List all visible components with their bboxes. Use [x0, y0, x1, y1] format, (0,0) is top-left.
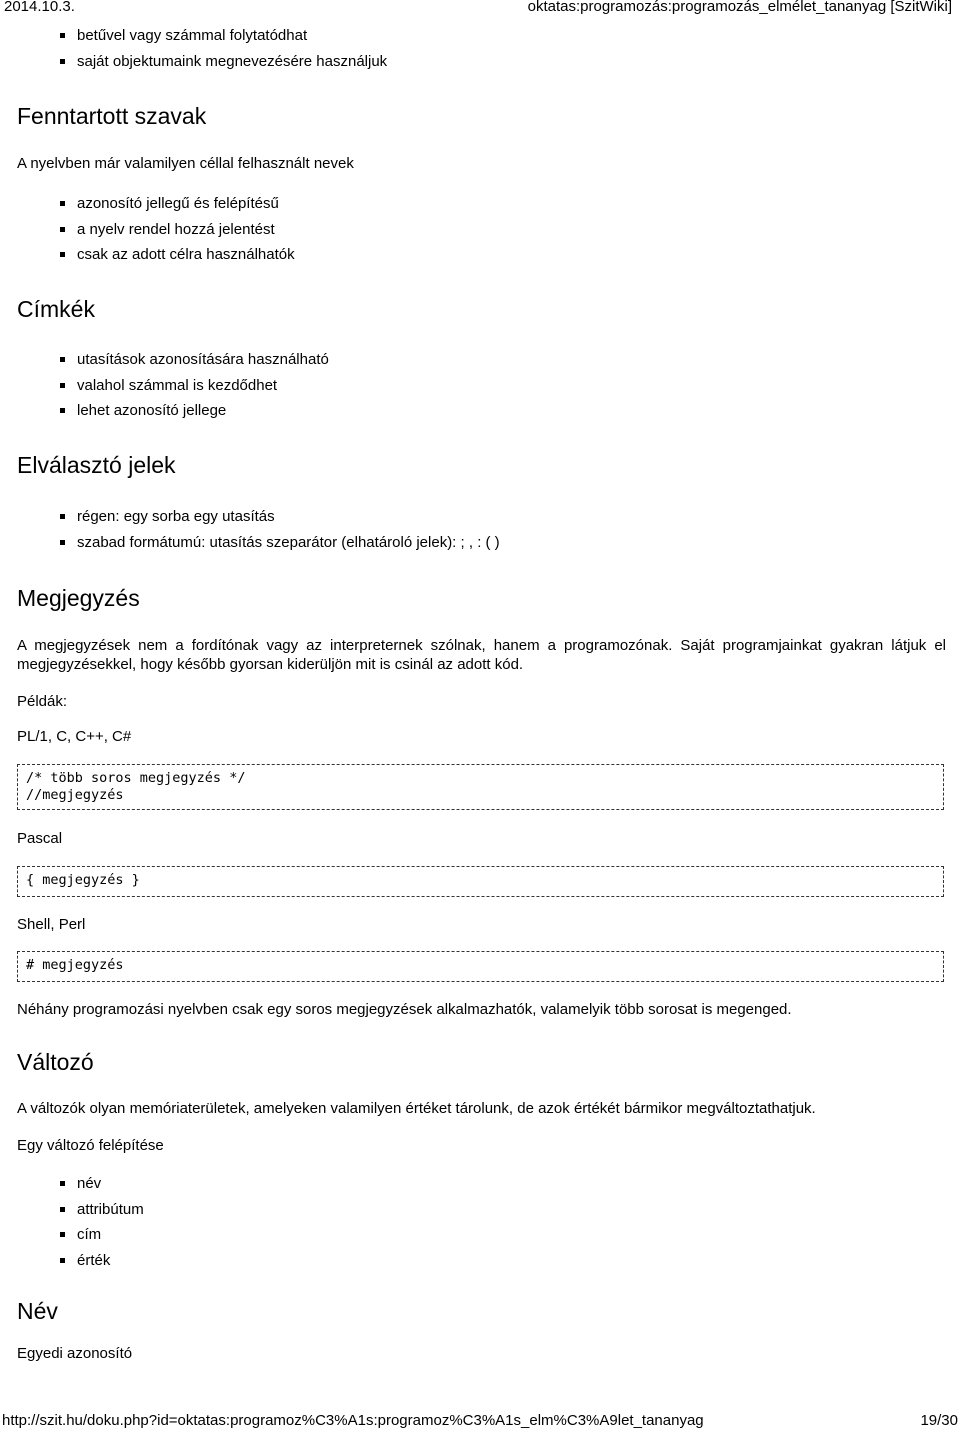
list-item: régen: egy sorba egy utasítás: [60, 504, 500, 530]
separators-list: [60, 504, 500, 555]
list-item: érték: [60, 1248, 144, 1274]
variable-structure-list: [60, 1171, 144, 1273]
examples-label: Példák:: [17, 693, 68, 710]
heading-variable: Változó: [17, 1049, 94, 1075]
reserved-intro: A nyelvben már valamilyen céllal felhasznált nevek: [17, 155, 354, 172]
name-paragraph: Egyedi azonosító: [17, 1345, 133, 1362]
list-item: valahol számmal is kezdődhet: [60, 373, 329, 399]
variable-structure-label: Egy változó felépítése: [17, 1137, 164, 1154]
labels-list: [60, 347, 329, 424]
reserved-list: [60, 191, 295, 268]
page-number: 19/30: [920, 1412, 958, 1429]
print-header: [0, 0, 960, 14]
list-item: saját objektumaink megnevezésére használjuk: [60, 49, 387, 75]
comments-note: Néhány programozási nyelvben csak egy soros megjegyzések alkalmazhatók, valamelyik több sorosat is megenged.: [17, 1001, 792, 1018]
list-item: cím: [60, 1222, 144, 1248]
lang-pascal-label: Pascal: [17, 830, 63, 847]
list-item: lehet azonosító jellege: [60, 398, 329, 424]
heading-comments: Megjegyzés: [17, 585, 140, 611]
list-item: azonosító jellegű és felépítésű: [60, 191, 295, 217]
lang-shell-label: Shell, Perl: [17, 916, 86, 933]
page-url: http://szit.hu/doku.php?id=oktatas:programoz%C3%A1s:programoz%C3%A1s_elm%C3%A9let_tananyag: [2, 1412, 704, 1429]
heading-name: Név: [17, 1298, 58, 1324]
list-item: szabad formátumú: utasítás szeparátor (elhatároló jelek): ; , : ( ): [60, 530, 500, 556]
list-item: a nyelv rendel hozzá jelentést: [60, 217, 295, 243]
variable-paragraph: A változók olyan memóriaterületek, amelyeken valamilyen értéket tárolunk, de azok értékét bármikor megváltoztathatjuk.: [17, 1100, 816, 1117]
print-footer: [0, 1412, 960, 1432]
print-title: oktatas:programozás:programozás_elmélet_tananyag [SzitWiki]: [527, 0, 952, 15]
print-date: 2014.10.3.: [4, 0, 75, 15]
code-block-pascal-comment: { megjegyzés }: [17, 866, 944, 897]
heading-labels: Címkék: [17, 296, 95, 322]
list-item: név: [60, 1171, 144, 1197]
comments-paragraph: A megjegyzések nem a fordítónak vagy az interpreternek szólnak, hanem a programozónak. Saját programjainkat gyakran látjuk el megjegyzésekkel, hogy később gyorsan kiderüljön mit is csinál az adott kód.: [17, 637, 946, 673]
list-item: attribútum: [60, 1197, 144, 1223]
top-list: [60, 23, 387, 74]
code-block-shell-comment: # megjegyzés: [17, 951, 944, 982]
heading-reserved-words: Fenntartott szavak: [17, 103, 207, 129]
code-block-c-comments: /* több soros megjegyzés */ //megjegyzés: [17, 764, 944, 810]
lang-c-family-label: PL/1, C, C++, C#: [17, 728, 132, 745]
list-item: utasítások azonosítására használható: [60, 347, 329, 373]
heading-separators: Elválasztó jelek: [17, 452, 176, 478]
list-item: csak az adott célra használhatók: [60, 242, 295, 268]
list-item: betűvel vagy számmal folytatódhat: [60, 23, 387, 49]
